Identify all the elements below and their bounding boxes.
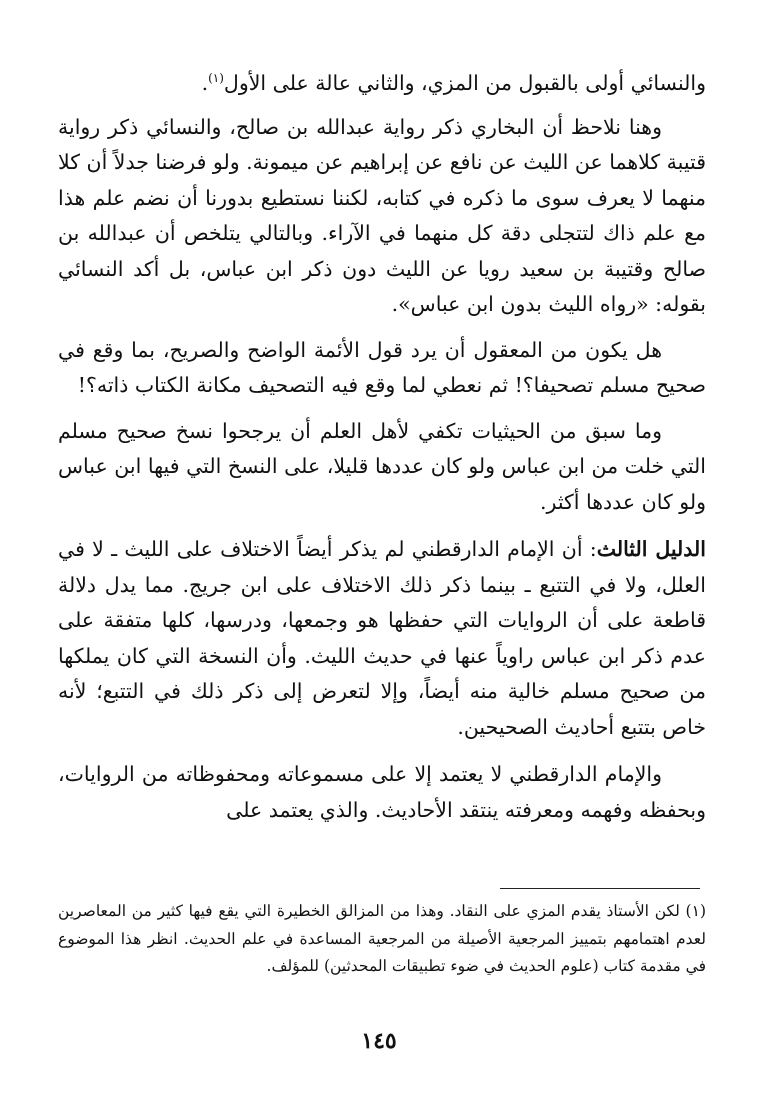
paragraph-5-text: : أن الإمام الدارقطني لم يذكر أيضاً الاختلاف على الليث ـ لا في العلل، ولا في التتبع ـ بينما ذكر ذلك الاختلاف على ابن جريج. مما يدل دلالة قاطعة على أن الروايات التي حفظها هو وجمعها، ودرسها، كلها متفقة على عدم ذكر ابن عباس راوياً عنها في حديث الليث. وأن النسخة التي كان يملكها من صحيح مسلم خالية منه أيضاً، وإلا لتعرض إلى ذكر ذلك في التتبع؛ لأنه خاص بتتبع أحاديث الصحيحين.	[58, 537, 706, 739]
paragraph-5	[58, 532, 706, 745]
page-body	[58, 66, 706, 828]
page-number: ١٤٥	[361, 1028, 397, 1054]
paragraph-1-text: والنسائي أولى بالقبول من المزي، والثاني عالة على الأول	[223, 71, 706, 95]
paragraph-4: وما سبق من الحيثيات تكفي لأهل العلم أن يرجحوا نسخ صحيح مسلم التي خلت من ابن عباس ولو كان عددها قليلا، على النسخ التي فيها ابن عباس ولو كان عددها أكثر.	[58, 418, 706, 514]
paragraph-1-end: .	[201, 71, 209, 95]
paragraph-2: وهنا نلاحظ أن البخاري ذكر رواية عبدالله بن صالح، والنسائي ذكر رواية قتيبة كلاهما عن الليث عن نافع عن إبراهيم عن ميمونة. ولو فرضنا جدلاً أن كلا منهما لا يعرف سوى ما ذكره في كتابه، لكننا نستطيع بدورنا أن نضم علم هذا مع علم ذاك لتتجلى دقة كل منهما في الآراء. وبالتالي يتلخص أن عبدالله بن صالح وقتيبة بن سعيد رويا عن الليث دون ذكر ابن عباس، بل أكد النسائي بقوله: «رواه الليث بدون ابن عباس».	[58, 114, 706, 316]
footnote-marker[interactable]: (١)	[208, 71, 224, 86]
paragraph-6: والإمام الدارقطني لا يعتمد إلا على مسموعاته ومحفوظاته من الروايات، وبحفظه وفهمه ومعرفته ينتقد الأحاديث. والذي يعتمد على	[58, 762, 706, 822]
footnote-divider	[500, 888, 700, 889]
paragraph-3: هل يكون من المعقول أن يرد قول الأئمة الواضح والصريح، بما وقع في صحيح مسلم تصحيفا؟! ثم نعطي لما وقع فيه التصحيف مكانة الكتاب ذاته؟!	[58, 337, 706, 397]
evidence-heading: الدليل الثالث	[596, 537, 706, 561]
footnote-number: (١)	[685, 902, 706, 920]
footnote-text: لكن الأستاذ يقدم المزي على النقاد. وهذا من المزالق الخطيرة التي يقع فيها كثير من المعاصرين لعدم اهتمامهم بتمييز المرجعية الأصيلة من المرجعية المساعدة في علم الحديث. انظر هذا الموضوع في مقدمة كتاب (علوم الحديث في ضوء تطبيقات المحدثين) للمؤلف.	[58, 902, 706, 975]
footnote	[58, 898, 706, 981]
paragraph-1	[58, 66, 706, 102]
